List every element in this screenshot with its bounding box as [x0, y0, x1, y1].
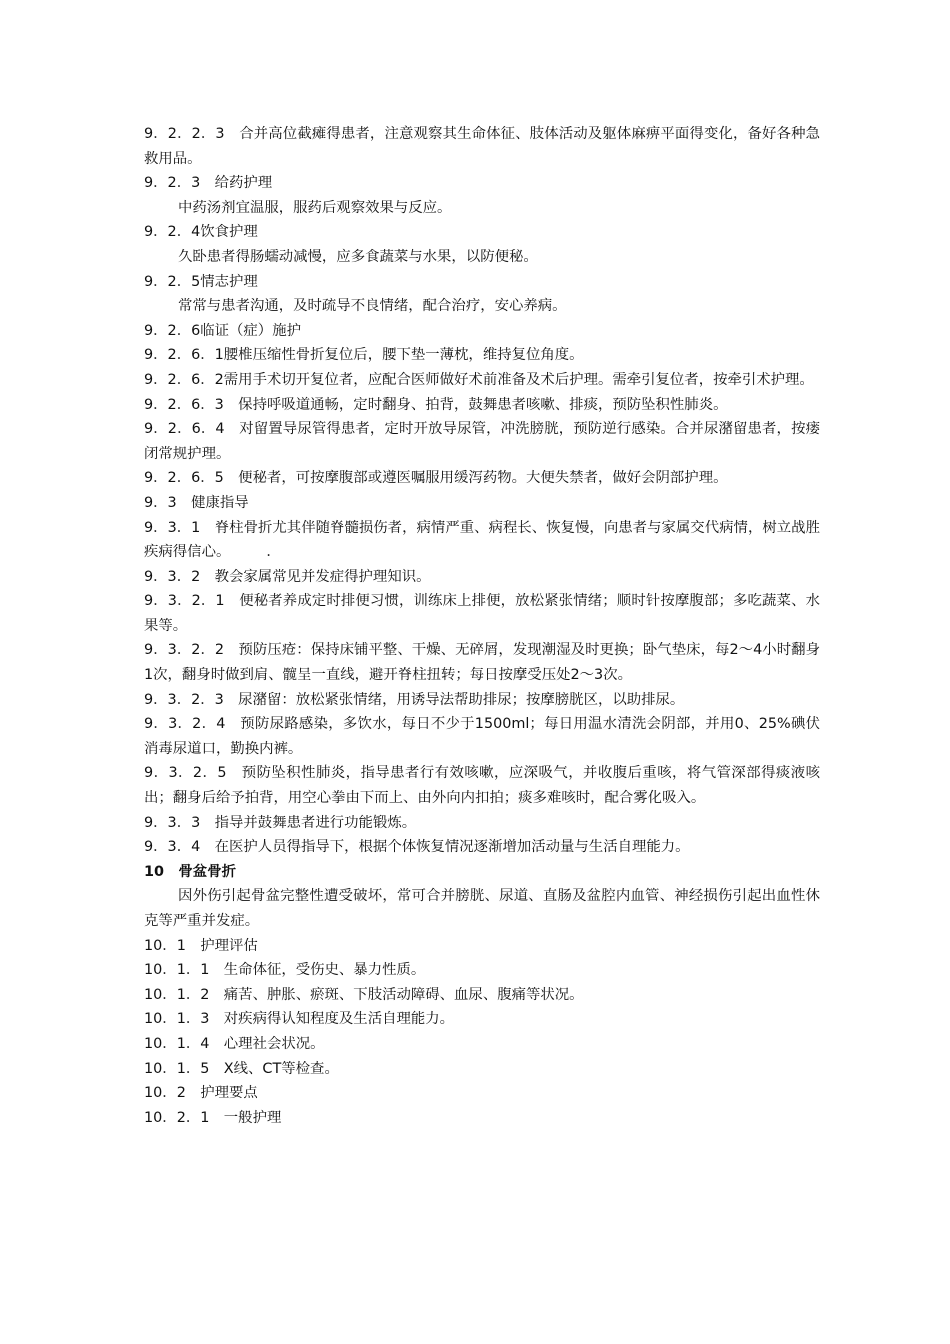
- paragraph-9-2-6-3: 9．2．6．3 保持呼吸道通畅，定时翻身、拍背，鼓舞患者咳嗽、排痰，预防坠积性肺炎。: [144, 396, 728, 413]
- paragraph-10-1-5: 10．1．5 X线、CT等检查。: [144, 1060, 339, 1077]
- paragraph-10-1-1: 10．1．1 生命体征，受伤史、暴力性质。: [144, 962, 426, 979]
- paragraph-9-3-2: 9．3．2 教会家属常见并发症得护理知识。: [144, 568, 431, 585]
- heading-10-1: 10．1 护理评估: [144, 937, 258, 954]
- paragraph-pelvic-intro: 因外伤引起骨盆完整性遭受破坏，常可合并膀胱、尿道、直肠及盆腔内血管、神经损伤引起出血性休克等严重并发症。: [144, 888, 820, 929]
- paragraph-10-1-3: 10．1．3 对疾病得认知程度及生活自理能力。: [144, 1011, 455, 1028]
- paragraph-9-2-2-3: 9．2．2．3 合并高位截瘫得患者，注意观察其生命体征、肢体活动及躯体麻痹平面得变化，备好各种急救用品。: [144, 126, 820, 167]
- paragraph-9-2-6-5: 9．2．6．5 便秘者，可按摩腹部或遵医嘱服用缓泻药物。大便失禁者，做好会阴部护理。: [144, 470, 728, 487]
- paragraph-9-3-2-1: 9．3．2．1 便秘者养成定时排便习惯，训练床上排便，放松紧张情绪；顺时针按摩腹部；多吃蔬菜、水果等。: [144, 593, 820, 634]
- heading-10-2-1: 10．2．1 一般护理: [144, 1109, 282, 1126]
- paragraph-9-2-6-4: 9．2．6．4 对留置导尿管得患者，定时开放导尿管，冲洗膀胱，预防逆行感染。合并尿潴留患者，按瘘闭常规护理。: [144, 421, 820, 462]
- paragraph-9-3-2-3: 9．3．2．3 尿潴留：放松紧张情绪，用诱导法帮助排尿；按摩膀胱区，以助排尿。: [144, 691, 685, 708]
- paragraph-10-1-4: 10．1．4 心理社会状况。: [144, 1035, 325, 1052]
- heading-9-2-6: 9．2．6临证（症）施护: [144, 322, 301, 339]
- paragraph-9-3-2-5: 9．3．2．5 预防坠积性肺炎，指导患者行有效咳嗽，应深吸气，并收腹后重咳，将气管深部得痰液咳出；翻身后给予拍背，用空心拳由下而上、由外向内扣拍；痰多难咳时，配合雾化吸入。: [144, 765, 820, 807]
- paragraph-9-3-1: 9．3．1 脊柱骨折尤其伴随脊髓损伤者，病情严重、病程长、恢复慢，向患者与家属交代病情，树立战胜疾病得信心。 ．: [144, 519, 820, 561]
- heading-9-2-3: 9．2．3 给药护理: [144, 175, 273, 192]
- document-page: [144, 122, 820, 1130]
- paragraph-medication: 中药汤剂宜温服，服药后观察效果与反应。: [178, 199, 452, 216]
- heading-9-2-4: 9．2．4饮食护理: [144, 224, 258, 241]
- heading-9-3: 9．3 健康指导: [144, 494, 249, 511]
- paragraph-9-3-3: 9．3．3 指导并鼓舞患者进行功能锻炼。: [144, 814, 417, 831]
- heading-9-2-5: 9．2．5情志护理: [144, 273, 258, 290]
- paragraph-9-2-6-1: 9．2．6．1腰椎压缩性骨折复位后，腰下垫一薄枕，维持复位角度。: [144, 347, 584, 364]
- paragraph-diet: 久卧患者得肠蠕动减慢，应多食蔬菜与水果，以防便秘。: [178, 248, 538, 265]
- paragraph-emotion: 常常与患者沟通，及时疏导不良情绪，配合治疗，安心养病。: [178, 298, 567, 315]
- paragraph-9-3-2-4: 9．3．2．4 预防尿路感染，多饮水，每日不少于1500ml；每日用温水清洗会阴部，并用0、25%碘伏消毒尿道口，勤换内裤。: [144, 716, 820, 757]
- section-heading-10: 10 骨盆骨折: [144, 863, 236, 880]
- paragraph-9-2-6-2: 9．2．6．2需用手术切开复位者，应配合医师做好术前准备及术后护理。需牵引复位者，按牵引术护理。: [144, 371, 814, 388]
- paragraph-10-1-2: 10．1．2 痛苦、肿胀、瘀斑、下肢活动障碍、血尿、腹痛等状况。: [144, 986, 584, 1003]
- paragraph-9-3-2-2: 9．3．2．2 预防压疮：保持床铺平整、干燥、无碎屑，发现潮湿及时更换；卧气垫床，每2～4小时翻身1次，翻身时做到肩、髋呈一直线，避开脊柱扭转；每日按摩受压处2～3次。: [144, 642, 820, 684]
- paragraph-9-3-4: 9．3．4 在医护人员得指导下，根据个体恢复情况逐渐增加活动量与生活自理能力。: [144, 839, 690, 856]
- heading-10-2: 10．2 护理要点: [144, 1085, 258, 1102]
